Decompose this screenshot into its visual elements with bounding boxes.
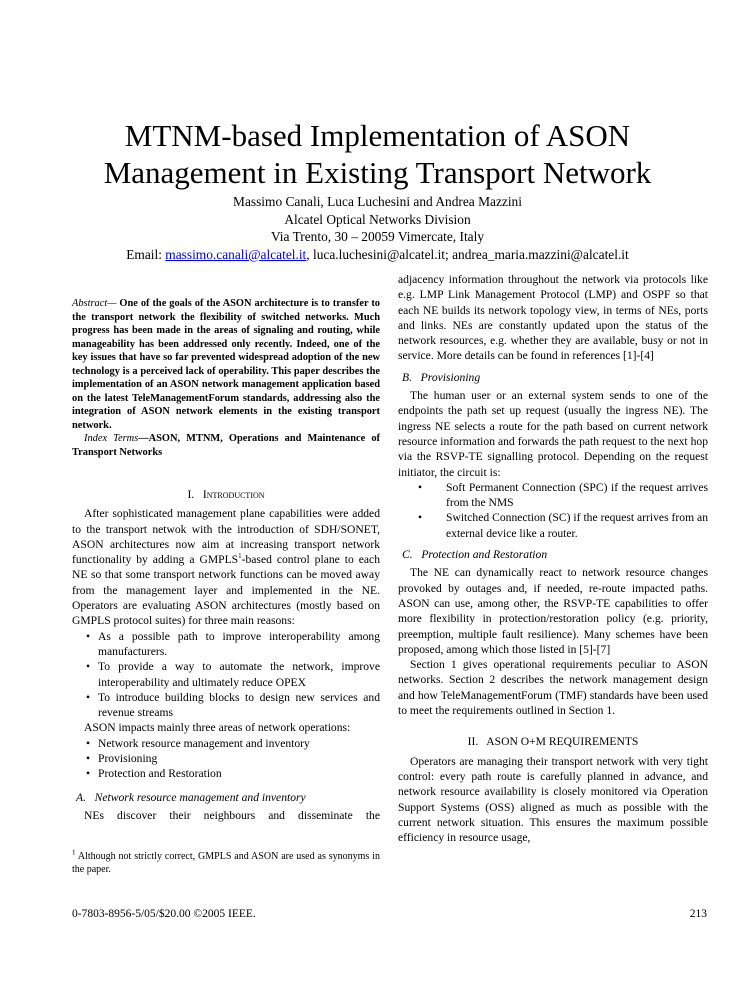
footnote-text: Although not strictly correct, GMPLS and ASON are used as synonyms in the paper. [72,851,380,875]
list-item: • Provisioning [72,751,380,766]
section-a-paragraph-start: NEs discover their neighbours and disseminate the [84,808,380,822]
areas-list [72,736,380,782]
email-label: Email: [126,246,166,262]
author-emails [0,246,755,264]
title-line-1: MTNM-based Implementation of ASON [124,118,631,153]
list-item: • Protection and Restoration [72,766,380,781]
requirements-paragraph: Operators are managing their transport network with very tight control: every path route is carefully planned in advance, and network resource availability is closely monitored via Operation Support Systems (OSS) aligned as much as possible with the current network situation. This ensures the maximum possible efficiency in resource usage, [398,754,708,845]
section-c-paragraph-2: Section 1 gives operational requirements peculiar to ASON networks. Section 2 describes the network management design and how TeleManagementForum (TMF) standards have been used to meet the requirements outlined in Section 1. [398,658,708,718]
author-block [0,193,755,263]
index-terms-text: —ASON, MTNM, Operations and Maintenance of Transport Networks [72,433,381,458]
subsection-heading-c: C. Protection and Restoration [402,548,548,562]
section-a-paragraph-continued: adjacency information throughout the network via protocols like e.g. LMP Link Management Protocol (LMP) and OSPF so that each NE builds its network topology view, in terms of NEs, ports and links. NEs are constantly updated upon the status of the network resources, e.g. whether they are available, busy or not in service. More details can be found in references [1]-[4] [398,273,708,363]
section-heading-requirements: II. ASON O+M REQUIREMENTS [467,735,639,749]
title-line-2: Management in Existing Transport Network [103,155,652,190]
section-b-paragraph: The human user or an external system sends to one of the endpoints the path set up request (usually the ingress NE). The ingress NE selects a route for the path based on current network resource information and forwards the path request to the next hop via the RSVP-TE signalling protocol. Depending on the request initiator, the circuit is: [398,389,708,479]
author-address: Via Trento, 30 – 20059 Vimercate, Italy [270,229,485,244]
email-link[interactable]: massimo.canali@alcatel.it [165,246,307,262]
author-affiliation: Alcatel Optical Networks Division [284,211,471,227]
right-column [398,272,708,845]
introduction-heading-text: Introduction [202,488,265,501]
section-c-paragraph-1: The NE can dynamically react to network resource changes provoked by outages and, if needed, re-route impacted paths. ASON can use, among other, the RSVP-TE capabilities to offer more flexibility in protection/restoration policy (e.g. priority, preemption, multiple fault resilience). Many schemes have been proposed, among which those listed in [5]-[7] [398,566,708,656]
index-terms [72,432,380,459]
abstract-label: Abstract— [72,298,117,309]
left-column [72,297,380,823]
footnote [72,850,380,876]
list-item: • To introduce building blocks to design new services and revenue streams [72,690,380,721]
email-rest: , luca.luchesini@alcatel.it; andrea_maria.mazzini@alcatel.it [306,246,629,262]
list-item: • Soft Permanent Connection (SPC) if the request arrives from the NMS [398,480,708,511]
author-names: Massimo Canali, Luca Luchesini and Andrea Mazzini [233,194,522,209]
section-heading-introduction: I. Introduction [187,488,265,501]
list-item: • Switched Connection (SC) if the request arrives from an external device like a router. [398,510,708,541]
footnote-ref: 1 [238,552,242,561]
subsection-heading-a: A. Network resource management and inventory [76,790,306,804]
page-number: 213 [689,908,707,920]
list-item: • Network resource management and inventory [72,736,380,751]
abstract-text: One of the goals of the ASON architecture is to transfer to the transport network the flexibility of switched networks. Much progress has been made in the areas of signaling and routing, while manageability has been addressed only recently. Indeed, one of the key issues that have so far prevented widespread adoption of the new technology is a perceived lack of operability. This paper describes the implementation of an ASON network management application based on the latest TeleManagementForum standards, addressing also the integration of ASON network elements in the existing transport network. [72,298,380,431]
intro-paragraph-1: After sophisticated management plane capabilities were added to the transport netwok with the introduction of SDH/SONET, ASON architectures now aim at increasing transport network functionality by adding a GMPLS$^1$-based control plane to each NE so that some transport network functions can be moved away from the management layer and implemented in the NE. Operators are evaluating ASON architectures (mostly based on GMPLS protocol suites) for three main reasons: [72,507,380,628]
circuits-list [398,480,708,541]
paper-title [0,117,755,191]
copyright-notice: 0-7803-8956-5/05/$20.00 ©2005 IEEE. [72,908,256,920]
intro-paragraph-2: ASON impacts mainly three areas of network operations: [84,721,351,735]
abstract [72,297,380,432]
list-item: • As a possible path to improve interoperability among manufacturers. [72,629,380,660]
reasons-list [72,629,380,721]
index-terms-label: Index Terms [84,433,139,444]
subsection-heading-b: B. Provisioning [402,370,481,384]
list-item: • To provide a way to automate the network, improve interoperability and ultimately reduce OPEX [72,659,380,690]
footnote-mark: 1 [72,848,76,857]
